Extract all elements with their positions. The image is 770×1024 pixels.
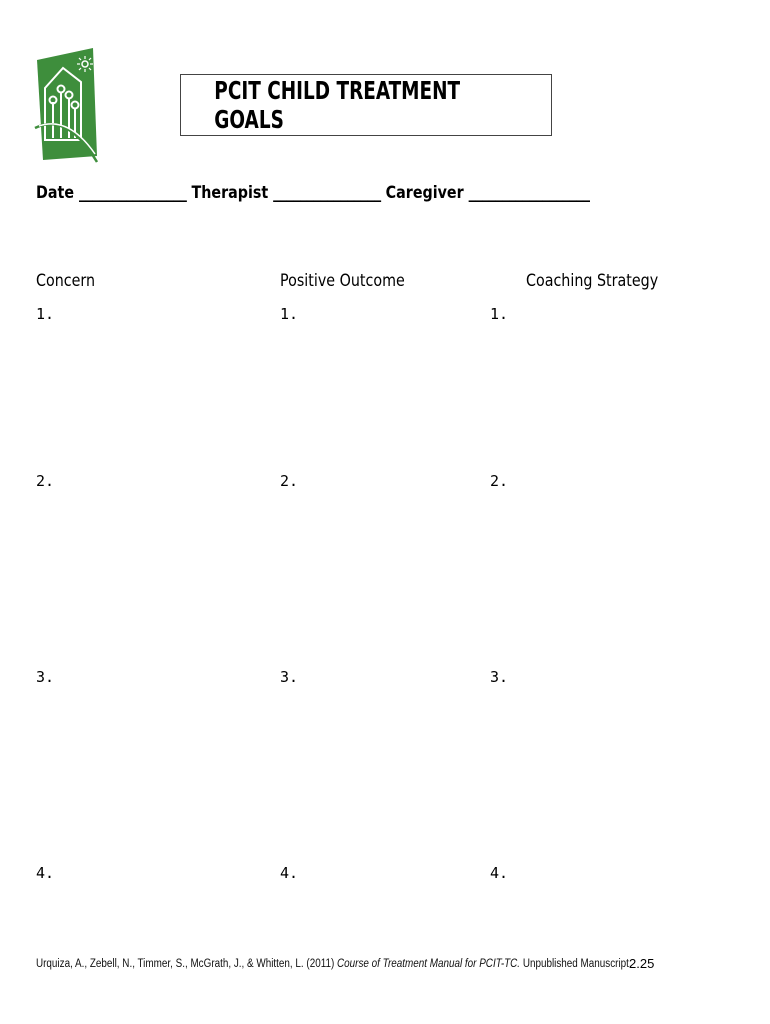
strategy-item-4: 4.	[490, 864, 509, 882]
outcome-item-3: 3.	[280, 668, 299, 686]
concern-item-3: 3.	[36, 668, 55, 686]
document-title	[180, 74, 552, 136]
therapist-blank-line[interactable]: ________________	[273, 183, 381, 203]
outcome-item-2: 2.	[280, 472, 299, 490]
column-heading-coaching-strategy-text: Coaching Strategy	[526, 271, 659, 291]
strategy-item-1: 1.	[490, 305, 509, 323]
strategy-item-3: 3.	[490, 668, 509, 686]
citation-authors: Urquiza, A., Zebell, N., Timmer, S., McGrath, J., & Whitten, L. (2011)	[36, 958, 335, 970]
concern-item-1: 1.	[36, 305, 55, 323]
date-label: Date	[36, 183, 75, 203]
column-heading-concern-text: Concern	[36, 271, 96, 291]
header-fields	[36, 183, 736, 203]
date-blank-line[interactable]: ________________	[78, 183, 187, 203]
strategy-item-2: 2.	[490, 472, 509, 490]
caregiver-label: Caregiver	[385, 183, 464, 203]
outcome-item-1: 1.	[280, 305, 299, 323]
column-heading-concern	[36, 271, 106, 291]
therapist-label: Therapist	[191, 183, 269, 203]
column-heading-coaching-strategy	[526, 271, 683, 291]
concern-item-2: 2.	[36, 472, 55, 490]
document-title-text: PCIT CHILD TREATMENT GOALS	[214, 76, 461, 134]
caregiver-blank-line[interactable]: __________________	[468, 183, 590, 203]
concern-item-4: 4.	[36, 864, 55, 882]
citation-note: Unpublished Manuscript.	[522, 958, 632, 970]
citation-footer	[36, 958, 729, 970]
citation-work-title: Course of Treatment Manual for PCIT-TC.	[337, 958, 521, 970]
column-heading-positive-outcome	[280, 271, 429, 291]
page-number: 2.25	[629, 956, 655, 971]
pcit-logo-icon	[33, 42, 101, 166]
outcome-item-4: 4.	[280, 864, 299, 882]
column-heading-positive-outcome-text: Positive Outcome	[280, 271, 405, 291]
